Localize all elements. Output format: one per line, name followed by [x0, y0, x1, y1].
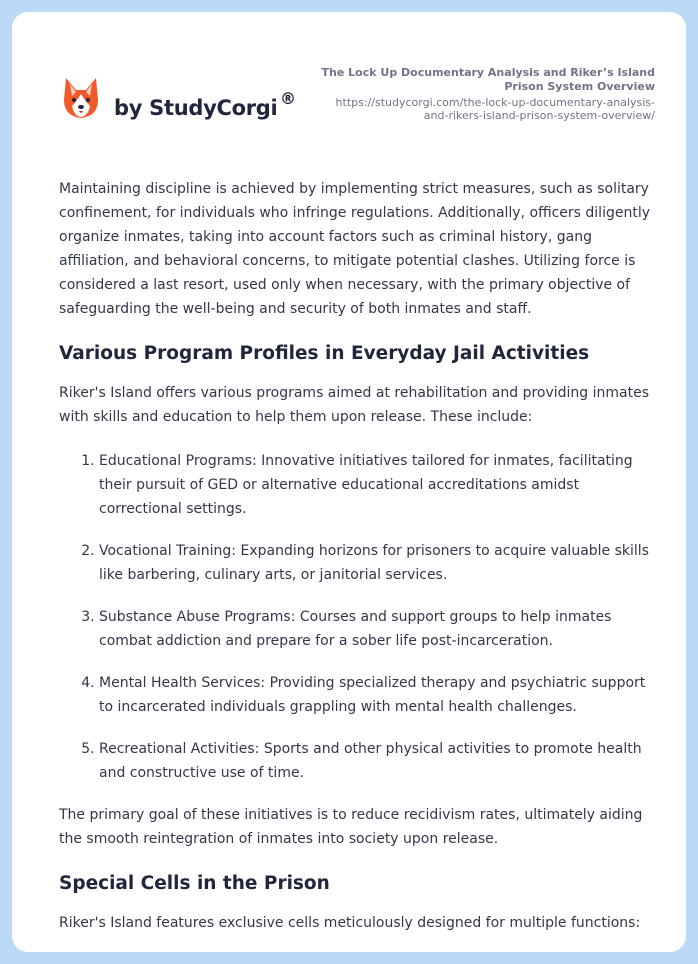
list-item: 1. Educational Programs: Innovative initiatives tailored for inmates, facilitating their pursuit of GED or alternative educational accreditations amidst correctional settings. — [99, 449, 659, 521]
registered-mark: ® — [280, 89, 296, 108]
list-item: 2. Vocational Training: Expanding horizons for prisoners to acquire valuable skills like barbering, culinary arts, or janitorial services. — [99, 539, 659, 587]
corgi-logo-icon — [60, 76, 102, 122]
programs-intro-paragraph: Riker's Island offers various programs aimed at rehabilitation and providing inmates with skills and education to help them upon release. These include: — [59, 385, 650, 425]
programs-goal-paragraph: The primary goal of these initiatives is to reduce recidivism rates, ultimately aiding the smooth reintegration of inmates into society upon release. — [59, 807, 643, 847]
cells-intro-paragraph: Riker's Island features exclusive cells meticulously designed for multiple functions: — [59, 915, 641, 931]
article-body — [59, 177, 659, 935]
brand-name: by StudyCorgi — [114, 96, 278, 120]
programs-list — [59, 449, 659, 785]
intro-paragraph: Maintaining discipline is achieved by implementing strict measures, such as solitary confinement, for individuals who infringe regulations. Additionally, officers diligently organize inmates, taking into account factors such as criminal history, gang affiliation, and behavioral concerns, to mitigate potential clashes. Utilizing force is considered a last resort, used only when necessary, with the primary objective of safeguarding the well-being and security of both inmates and staff. — [59, 181, 651, 317]
section-heading-cells: Special Cells in the Prison — [59, 873, 330, 894]
document-title: The Lock Up Documentary Analysis and Riker’s Island Prison System Overview — [321, 66, 655, 93]
list-item: 3. Substance Abuse Programs: Courses and support groups to help inmates combat addiction and prepare for a sober life post-incarceration. — [99, 605, 659, 653]
document-card — [12, 12, 686, 952]
document-url[interactable]: https://studycorgi.com/the-lock-up-documentary-analysis-and-rikers-island-prison-system-overview/ — [335, 96, 655, 122]
document-meta — [315, 66, 655, 122]
list-item: 4. Mental Health Services: Providing specialized therapy and psychiatric support to incarcerated individuals grappling with mental health challenges. — [99, 671, 659, 719]
section-heading-programs: Various Program Profiles in Everyday Jail Activities — [59, 343, 590, 364]
list-item: 5. Recreational Activities: Sports and other physical activities to promote health and constructive use of time. — [99, 737, 659, 785]
